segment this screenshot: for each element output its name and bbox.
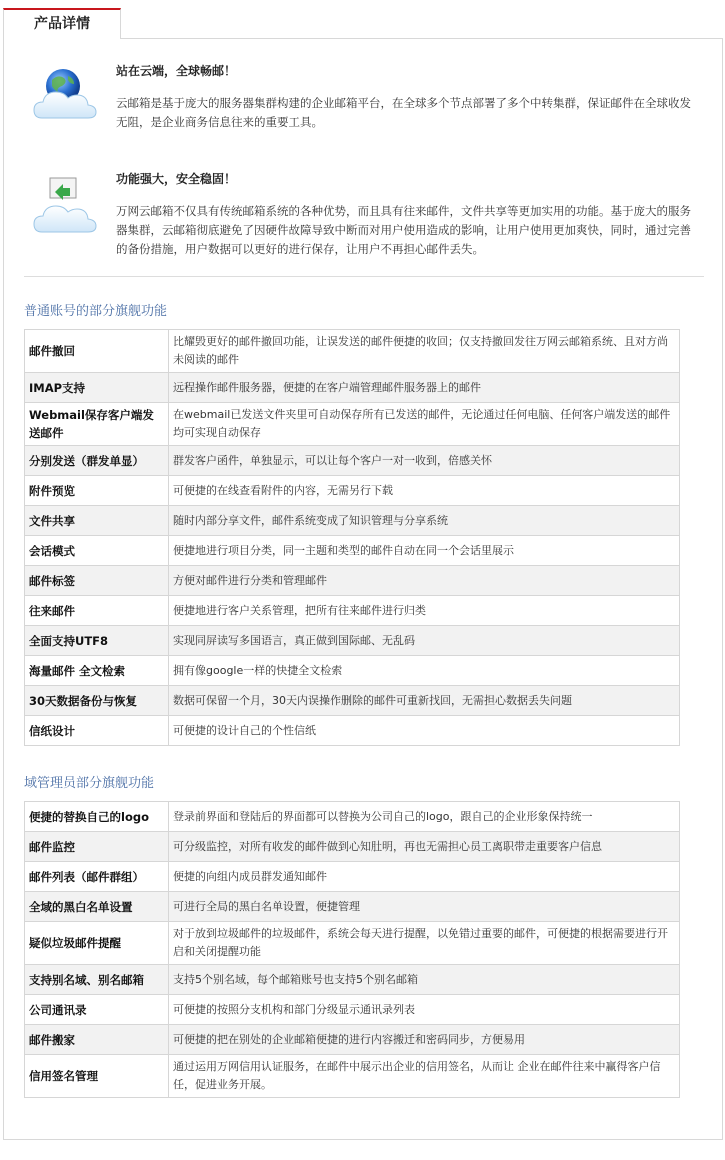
feature-detail: 对于放到垃圾邮件的垃圾邮件，系统会每天进行提醒，以免错过重要的邮件，可便捷的根据需要进行开启和关闭提醒功能: [169, 922, 680, 965]
feature-name: 公司通讯录: [25, 995, 169, 1025]
feature-title: 功能强大，安全稳固！: [116, 172, 237, 186]
feature-name: 海量邮件 全文检索: [25, 656, 169, 686]
feature-detail: 随时内部分享文件，邮件系统变成了知识管理与分享系统: [169, 506, 680, 536]
feature-name: 邮件搬家: [25, 1025, 169, 1055]
table-row: [25, 965, 680, 995]
table-row: [25, 446, 680, 476]
table-row: [25, 596, 680, 626]
table-row: [25, 995, 680, 1025]
section-title-admin: 域管理员部分旗舰功能: [24, 776, 155, 791]
feature-detail: 登录前界面和登陆后的界面都可以替换为公司自己的logo，跟自己的企业形象保持统一: [169, 802, 680, 832]
feature-name: 分别发送（群发单显）: [25, 446, 169, 476]
table-row: [25, 330, 680, 373]
spec-table-admin: [24, 801, 680, 1098]
feature-security: [30, 170, 700, 270]
feature-detail: 可便捷的在线查看附件的内容，无需另行下载: [169, 476, 680, 506]
feature-detail: 方便对邮件进行分类和管理邮件: [169, 566, 680, 596]
feature-detail: 便捷地进行客户关系管理，把所有往来邮件进行归类: [169, 596, 680, 626]
table-row: [25, 892, 680, 922]
feature-detail: 便捷的向组内成员群发通知邮件: [169, 862, 680, 892]
feature-name: 信纸设计: [25, 716, 169, 746]
feature-description: 云邮箱是基于庞大的服务器集群构建的企业邮箱平台，在全球多个节点部署了多个中转集群，保证邮件在全球收发无阻，是企业商务信息往来的重要工具。: [116, 96, 691, 129]
feature-name: 邮件标签: [25, 566, 169, 596]
spec-table-standard: [24, 329, 680, 746]
feature-detail: 可分级监控，对所有收发的邮件做到心知肚明，再也无需担心员工离职带走重要客户信息: [169, 832, 680, 862]
feature-detail: 群发客户函件，单独显示，可以让每个客户一对一收到，倍感关怀: [169, 446, 680, 476]
feature-name: 支持别名域、别名邮箱: [25, 965, 169, 995]
table-row: [25, 656, 680, 686]
feature-description: 万网云邮箱不仅具有传统邮箱系统的各种优势，而且具有往来邮件，文件共享等更加实用的功能。基于庞大的服务器集群，云邮箱彻底避免了因硬件故障导致中断而对用户使用造成的影响，让用户使用更加爽快，同时，通过完善的备份措施，用户数据可以更好的进行保存，让用户不再担心邮件丢失。: [116, 204, 691, 256]
feature-name: Webmail保存客户端发送邮件: [25, 403, 169, 446]
feature-name: 全面支持UTF8: [25, 626, 169, 656]
feature-name: 邮件监控: [25, 832, 169, 862]
feature-name: 疑似垃圾邮件提醒: [25, 922, 169, 965]
feature-cloud: [30, 62, 700, 142]
table-row: [25, 862, 680, 892]
feature-detail: 数据可保留一个月，30天内误操作删除的邮件可重新找回，无需担心数据丢失问题: [169, 686, 680, 716]
feature-name: 邮件撤回: [25, 330, 169, 373]
section-title-standard: 普通账号的部分旗舰功能: [24, 304, 168, 319]
feature-name: 邮件列表（邮件群组）: [25, 862, 169, 892]
feature-name: 会话模式: [25, 536, 169, 566]
tab-bar: [0, 0, 725, 40]
feature-name: 往来邮件: [25, 596, 169, 626]
table-row: [25, 686, 680, 716]
feature-detail: 便捷地进行项目分类，同一主题和类型的邮件自动在同一个会话里展示: [169, 536, 680, 566]
feature-name: 30天数据备份与恢复: [25, 686, 169, 716]
cloud-globe-icon: [30, 62, 102, 134]
cloud-sync-icon: [30, 170, 102, 242]
feature-name: 附件预览: [25, 476, 169, 506]
feature-detail: 可便捷的设计自己的个性信纸: [169, 716, 680, 746]
feature-name: 便捷的替换自己的logo: [25, 802, 169, 832]
feature-detail: 实现同屏读写多国语言，真正做到国际邮、无乱码: [169, 626, 680, 656]
table-row: [25, 1025, 680, 1055]
section-divider: [24, 276, 704, 277]
table-row: [25, 716, 680, 746]
feature-detail: 可便捷的按照分支机构和部门分级显示通讯录列表: [169, 995, 680, 1025]
feature-name: 文件共享: [25, 506, 169, 536]
feature-detail: 拥有像google一样的快捷全文检索: [169, 656, 680, 686]
feature-detail: 通过运用万网信用认证服务，在邮件中展示出企业的信用签名，从而让 企业在邮件往来中赢得客户信任，促进业务开展。: [169, 1055, 680, 1098]
table-row: [25, 476, 680, 506]
tab-label: 产品详情: [34, 16, 90, 32]
table-row: [25, 506, 680, 536]
table-row: [25, 922, 680, 965]
feature-name: IMAP支持: [25, 373, 169, 403]
table-row: [25, 832, 680, 862]
feature-detail: 可便捷的把在别处的企业邮箱便捷的进行内容搬迁和密码同步，方便易用: [169, 1025, 680, 1055]
feature-name: 全域的黑白名单设置: [25, 892, 169, 922]
table-row: [25, 373, 680, 403]
table-row: [25, 403, 680, 446]
feature-detail: 可进行全局的黑白名单设置，便捷管理: [169, 892, 680, 922]
feature-name: 信用签名管理: [25, 1055, 169, 1098]
table-row: [25, 626, 680, 656]
feature-detail: 远程操作邮件服务器，便捷的在客户端管理邮件服务器上的邮件: [169, 373, 680, 403]
feature-detail: 支持5个别名域，每个邮箱账号也支持5个别名邮箱: [169, 965, 680, 995]
tab-product-details[interactable]: [3, 8, 121, 39]
feature-detail: 在webmail已发送文件夹里可自动保存所有已发送的邮件，无论通过任何电脑、任何客户端发送的邮件均可实现自动保存: [169, 403, 680, 446]
table-row: [25, 1055, 680, 1098]
table-row: [25, 536, 680, 566]
feature-detail: 比耀毁更好的邮件撤回功能，让误发送的邮件便捷的收回；仅支持撤回发往万网云邮箱系统、且对方尚未阅读的邮件: [169, 330, 680, 373]
table-row: [25, 566, 680, 596]
feature-title: 站在云端，全球畅邮！: [116, 64, 237, 78]
table-row: [25, 802, 680, 832]
